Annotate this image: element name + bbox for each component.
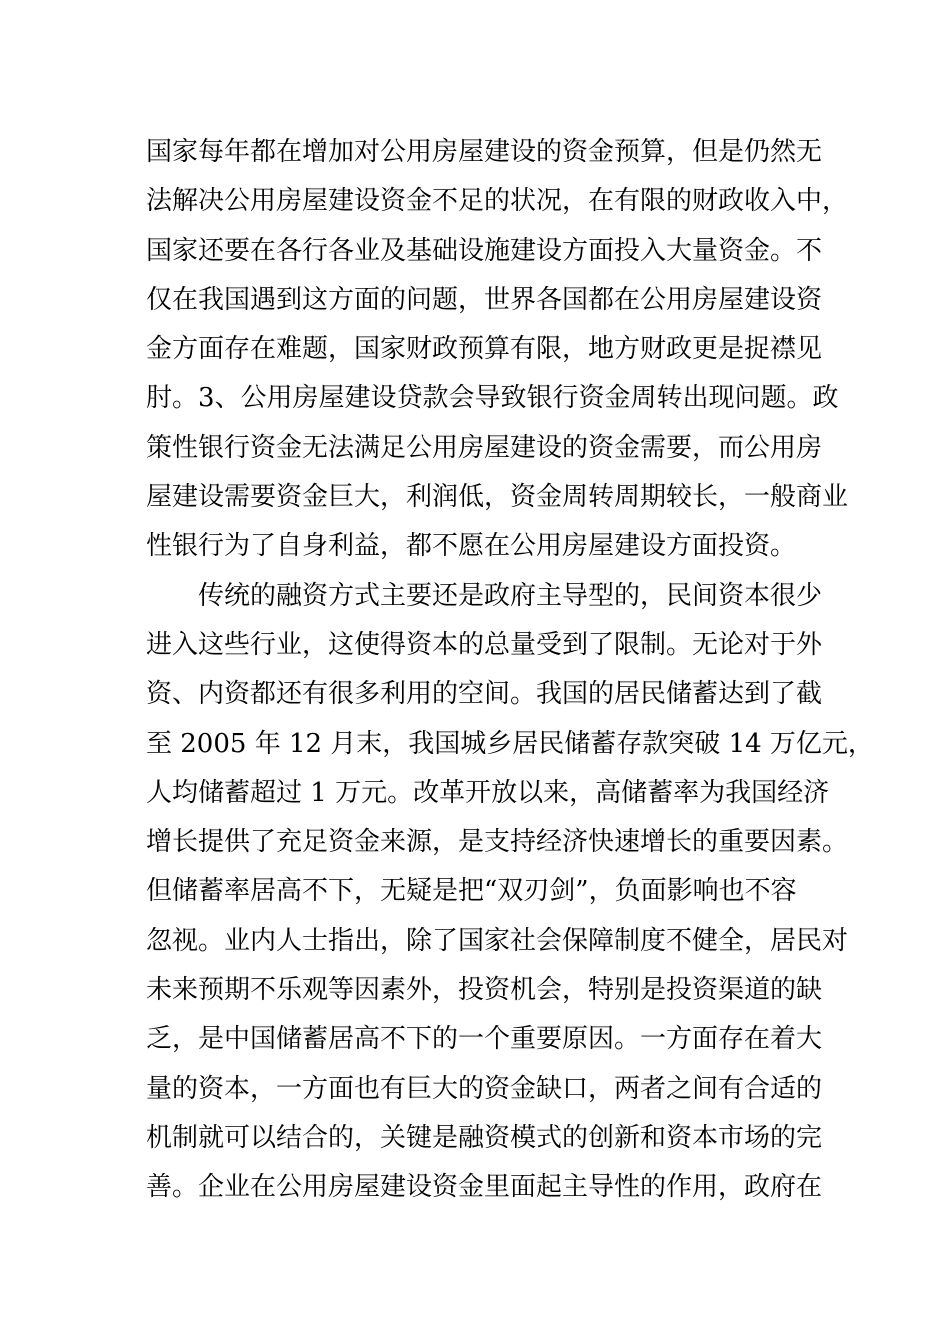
text-line: 至 2005 年 12 月末，我国城乡居民储蓄存款突破 14 万亿元，	[146, 728, 874, 759]
text-line: 金方面存在难题，国家财政预算有限，地方财政更是捉襟见	[146, 334, 823, 365]
text-line: 国家还要在各行各业及基础设施建设方面投入大量资金。不	[146, 235, 823, 266]
text-line: 机制就可以结合的，关键是融资模式的创新和资本市场的完	[146, 1122, 823, 1153]
text-line: 未来预期不乐观等因素外，投资机会，特别是投资渠道的缺	[146, 975, 823, 1006]
text-line: 肘。3、公用房屋建设贷款会导致银行资金周转出现问题。政	[146, 383, 839, 414]
text-line: 增长提供了充足资金来源，是支持经济快速增长的重要因素。	[146, 827, 849, 858]
text-line: 进入这些行业，这使得资本的总量受到了限制。无论对于外	[146, 629, 823, 660]
text-line: 资、内资都还有很多利用的空间。我国的居民储蓄达到了截	[146, 679, 823, 710]
body-text	[146, 128, 874, 1213]
text-line: 但储蓄率居高不下，无疑是把“双刃剑”，负面影响也不容	[146, 876, 797, 907]
text-line: 量的资本，一方面也有巨大的资金缺口，两者之间有合适的	[146, 1073, 823, 1104]
text-line: 策性银行资金无法满足公用房屋建设的资金需要，而公用房	[146, 432, 823, 463]
text-line: 善。企业在公用房屋建设资金里面起主导性的作用，政府在	[146, 1172, 823, 1203]
text-line: 忽视。业内人士指出，除了国家社会保障制度不健全，居民对	[146, 925, 849, 956]
text-line: 乏，是中国储蓄居高不下的一个重要原因。一方面存在着大	[146, 1024, 823, 1055]
text-line: 法解决公用房屋建设资金不足的状况，在有限的财政收入中，	[146, 186, 849, 217]
text-line: 国家每年都在增加对公用房屋建设的资金预算，但是仍然无	[146, 137, 823, 167]
text-line: 人均储蓄超过 1 万元。改革开放以来，高储蓄率为我国经济	[146, 777, 830, 808]
text-line: 性银行为了自身利益，都不愿在公用房屋建设方面投资。	[146, 531, 797, 562]
paragraph-first-line: 传统的融资方式主要还是政府主导型的，民间资本很少	[198, 580, 823, 611]
text-line: 屋建设需要资金巨大，利润低，资金周转周期较长，一般商业	[146, 482, 849, 513]
text-line: 仅在我国遇到这方面的问题，世界各国都在公用房屋建设资	[146, 284, 823, 315]
